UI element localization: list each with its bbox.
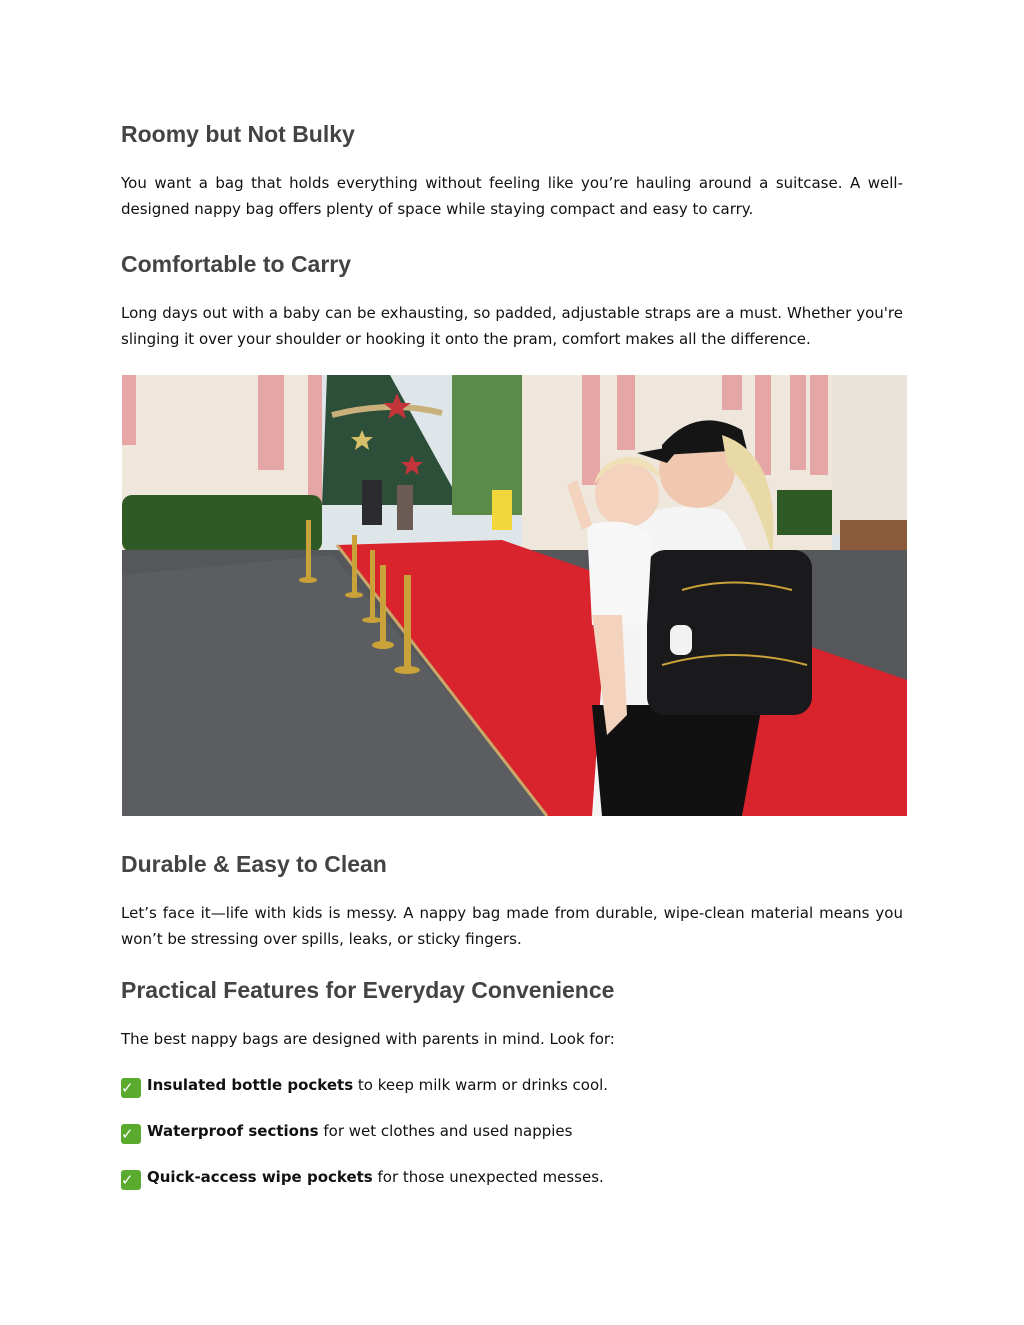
feature-item [121,1072,903,1098]
heading-durable: Durable & Easy to Clean [121,851,387,877]
paragraph-roomy: You want a bag that holds everything without feeling like you’re hauling around a suitcase. A well-designed nappy bag offers plenty of space while staying compact and easy to carry. [121,174,903,218]
feature-text: to keep milk warm or drinks cool. [353,1076,609,1094]
feature-bold: Waterproof sections [147,1122,319,1140]
heading-comfortable: Comfortable to Carry [121,251,352,277]
feature-item [121,1164,903,1190]
heading-roomy: Roomy but Not Bulky [121,121,355,147]
paragraph-comfortable: Long days out with a baby can be exhausting, so padded, adjustable straps are a must. Whether you're slinging it over your shoulder or hooking it onto the pram, comfort makes all the difference. [121,304,903,348]
heading-practical: Practical Features for Everyday Convenience [121,977,615,1003]
feature-bold: Quick-access wipe pockets [147,1168,373,1186]
paragraph-durable: Let’s face it—life with kids is messy. A nappy bag made from durable, wipe-clean material means you won’t be stressing over spills, leaks, or sticky fingers. [121,904,903,948]
feature-item [121,1118,903,1144]
check-mark-icon: ✓ [121,1170,141,1190]
check-mark-icon: ✓ [121,1078,141,1098]
feature-text: for wet clothes and used nappies [318,1122,573,1140]
feature-text: for those unexpected messes. [372,1168,604,1186]
photo-mother-baby-red-carpet [122,375,907,816]
check-mark-icon: ✓ [121,1124,141,1144]
paragraph-practical: The best nappy bags are designed with parents in mind. Look for: [121,1030,615,1048]
feature-bold: Insulated bottle pockets [147,1076,354,1094]
